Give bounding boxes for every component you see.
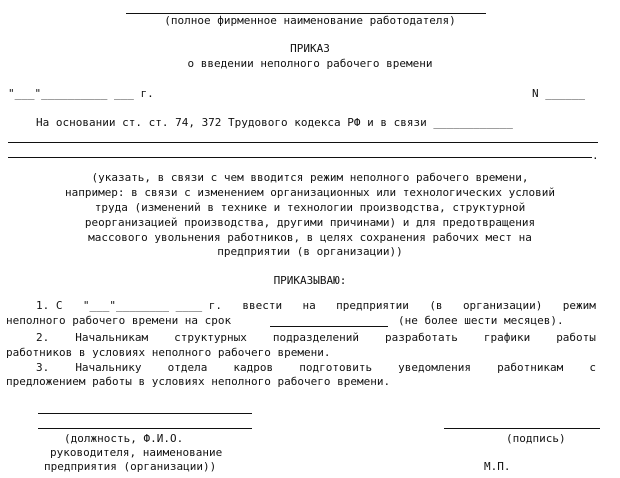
item-2-word: подразделений xyxy=(272,331,360,344)
item-1-line-2-left: неполного рабочего времени на срок xyxy=(6,314,232,327)
note-line-4: реорганизацией производства, другими причинами) и для предотвращения xyxy=(84,216,536,229)
note-line-6: предприятии (в организации)) xyxy=(217,245,403,258)
item-3-word: подготовить xyxy=(299,361,373,374)
note-line-3: труда (изменений в технике и технологии производства, структурной xyxy=(94,201,526,214)
item-2-word: структурных xyxy=(174,331,247,344)
position-caption-3: предприятия (организации)) xyxy=(44,460,217,473)
reason-blank-line-1 xyxy=(8,142,598,143)
term-blank-line xyxy=(270,326,388,327)
item-1-word: ввести xyxy=(242,299,283,312)
item-1-line-1 xyxy=(36,299,596,312)
employer-name-caption: (полное фирменное наименование работодателя) xyxy=(164,14,456,27)
item-3-word: с xyxy=(589,361,596,374)
note-line-2: например: в связи с изменением организационных или технологических условий xyxy=(64,186,556,199)
item-3-word: отдела xyxy=(167,361,208,374)
item-1-word: режим xyxy=(562,299,596,312)
item-1-date: "___"________ ____ г. xyxy=(82,299,222,312)
item-3-word: Начальнику xyxy=(75,361,142,374)
order-title: ПРИКАЗ xyxy=(290,42,330,55)
order-number: N ______ xyxy=(532,87,585,100)
position-blank-line-2 xyxy=(38,428,252,429)
item-3-word: уведомления xyxy=(398,361,472,374)
item-3-word: работникам xyxy=(497,361,564,374)
item-2-word: графики xyxy=(483,331,531,344)
item-1-word: на xyxy=(302,299,316,312)
position-caption-2: руководителя, наименование xyxy=(50,446,223,459)
position-caption-1: (должность, Ф.И.О. xyxy=(64,432,184,445)
item-3-word: 3. xyxy=(36,361,50,374)
item-3-word: кадров xyxy=(233,361,274,374)
reason-blank-line-2 xyxy=(8,157,592,158)
note-line-1: (указать, в связи с чем вводится режим неполного рабочего времени, xyxy=(91,171,529,184)
item-1-word: (в xyxy=(429,299,443,312)
item-2-line-1 xyxy=(36,331,596,344)
item-3-line-1 xyxy=(36,361,596,374)
item-1-word: предприятии xyxy=(336,299,409,312)
item-1-word: 1. С xyxy=(36,299,63,312)
item-2-word: 2. xyxy=(36,331,50,344)
basis-line: На основании ст. ст. 74, 372 Трудового кодекса РФ и в связи ____________ xyxy=(36,116,513,129)
order-date-line: "___"__________ ___ г. xyxy=(8,87,154,100)
signature-caption: (подпись) xyxy=(506,432,566,445)
item-2-word: Начальникам xyxy=(75,331,149,344)
order-word: ПРИКАЗЫВАЮ: xyxy=(273,274,347,287)
reason-period: . xyxy=(592,149,599,162)
position-blank-line-1 xyxy=(38,413,252,414)
signature-blank-line xyxy=(444,428,600,429)
item-2-word: разработать xyxy=(385,331,458,344)
item-1-line-2-right: (не более шести месяцев). xyxy=(398,314,564,327)
item-3-line-2: предложением работы в условиях неполного рабочего времени. xyxy=(6,375,391,388)
item-1-word: организации) xyxy=(462,299,543,312)
note-line-5: массового увольнения работников, в целях сохранения рабочих мест на xyxy=(88,231,532,244)
stamp-label: М.П. xyxy=(484,460,511,473)
item-2-word: работы xyxy=(556,331,596,344)
order-subtitle: о введении неполного рабочего времени xyxy=(187,57,433,70)
item-2-line-2: работников в условиях неполного рабочего времени. xyxy=(6,346,331,359)
